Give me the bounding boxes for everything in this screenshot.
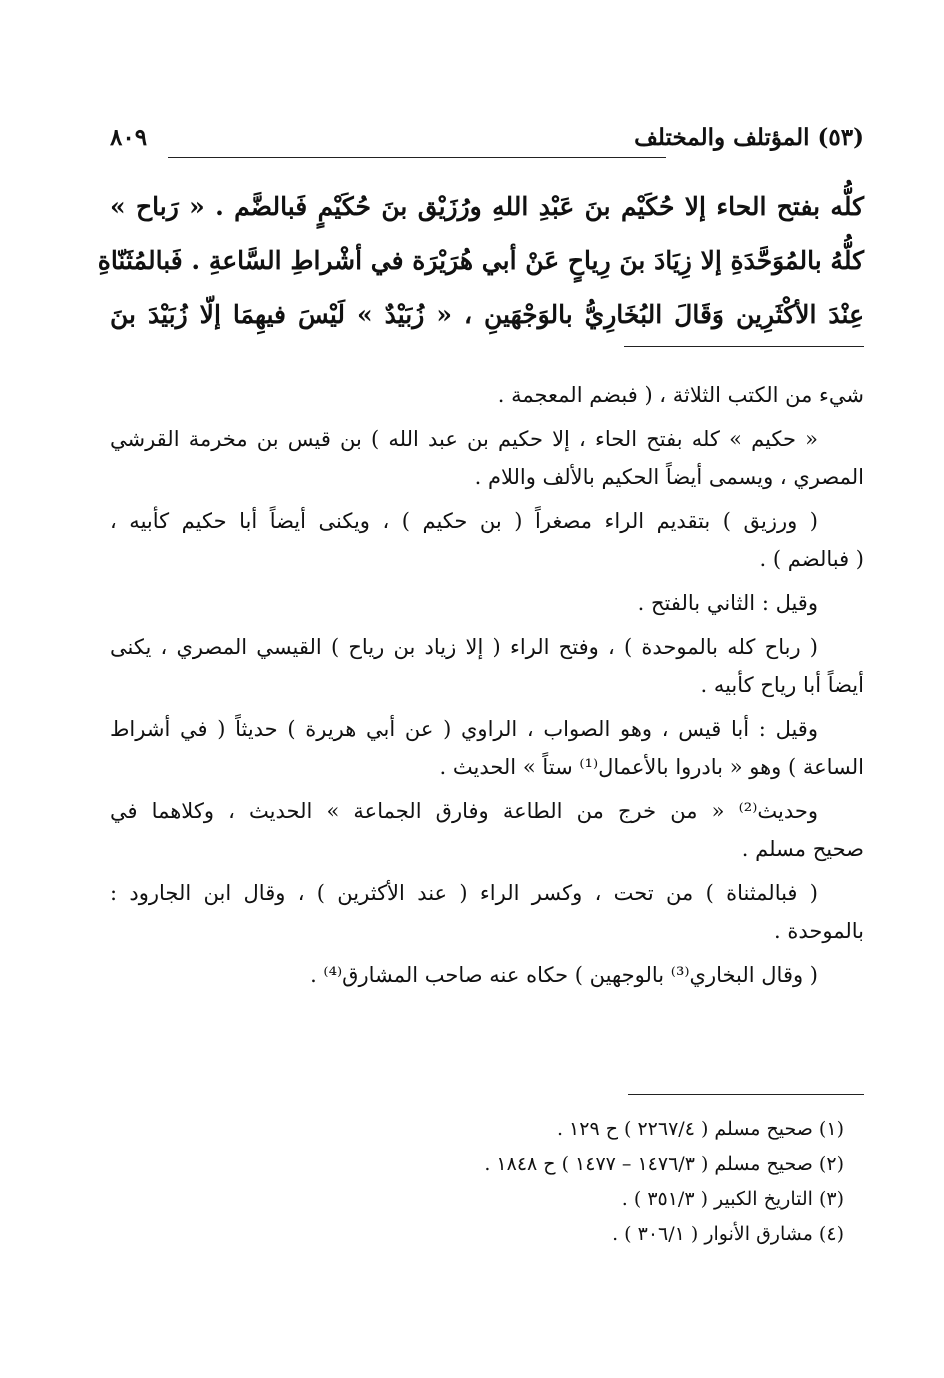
commentary-paragraph [110, 710, 864, 786]
footnote-divider [628, 1094, 864, 1095]
footnote: (٤) مشارق الأنوار ( ٣٠٦/١ ) . [612, 1223, 844, 1245]
commentary-paragraph [110, 502, 864, 578]
running-header [110, 120, 864, 154]
footnote: (١) صحيح مسلم ( ٢٢٦٧/٤ ) ح ١٢٩ . [556, 1118, 844, 1140]
main-text-line: كلُّه بفتح الحاء إلا حُكَيْم بنَ عَبْدِ اللهِ ورُزَيْق بنَ حُكَيْمٍ فَبالضَّم . « رَباح » [110, 192, 864, 221]
commentary-paragraph [110, 874, 864, 950]
commentary-line: ( رباح كله بالموحدة ) ، وفتح الراء ( إلا زياد بن رياح ) القيسي المصري ، يكنى [110, 635, 818, 659]
commentary-line: وحديث⁽²⁾ « من خرج من الطاعة وفارق الجماعة » الحديث ، وكلاهما في [110, 799, 818, 823]
commentary-paragraph [110, 792, 864, 868]
footnote: (٢) صحيح مسلم ( ١٤٧٦/٣ – ١٤٧٧ ) ح ١٨٤٨ . [484, 1153, 844, 1175]
header-rule [168, 157, 666, 158]
commentary-line: أيضاً أبا رياح كأبيه . [700, 673, 864, 697]
commentary-line: المصري ، ويسمى أيضاً الحكيم بالألف واللام . [474, 465, 864, 489]
header-title: (٥٣) المؤتلف والمختلف [634, 123, 864, 151]
commentary-paragraph [110, 584, 864, 622]
commentary-paragraph [110, 420, 864, 496]
commentary-paragraph [110, 628, 864, 704]
commentary-line: بالموحدة . [774, 919, 864, 943]
footnotes [110, 1112, 852, 1252]
commentary-line: وقيل : الثاني بالفتح . [637, 591, 818, 615]
page-number: ٨٠٩ [110, 123, 148, 151]
commentary-line: شيء من الكتب الثلاثة ، ( فبضم المعجمة . [497, 383, 864, 407]
commentary-line: صحيح مسلم . [741, 837, 864, 861]
commentary-line: الساعة ) وهو « بادروا بالأعمال⁽¹⁾ ستاً » الحديث . [439, 755, 864, 779]
section-divider [624, 346, 864, 347]
commentary-line: ( فبالضم ) . [759, 547, 864, 571]
main-text [97, 180, 864, 342]
main-text-line: عِنْدَ الأكْثَرِين وَقَالَ البُخَارِيُّ بالوَجْهَينِ ، « زُبَيْدٌ » لَيْسَ فيهِمَا إلّا زُبَيْدَ بنَ [110, 300, 864, 329]
commentary-line: ( فبالمثناة ) من تحت ، وكسر الراء ( عند الأكثرين ) ، وقال ابن الجارود : [110, 881, 818, 905]
commentary [110, 376, 864, 1000]
commentary-line: ( ورزيق ) بتقديم الراء مصغراً ( بن حكيم ) ، ويكنى أيضاً أبا حكيم كأبيه ، [110, 509, 818, 533]
commentary-line: وقيل : أبا قيس ، وهو الصواب ، الراوي ( عن أبي هريرة ) حديثاً ( في أشراط [110, 717, 818, 741]
commentary-paragraph [110, 376, 864, 414]
commentary-line: ( وقال البخاري⁽³⁾ بالوجهين ) حكاه عنه صاحب المشارق⁽⁴⁾ . [310, 963, 818, 987]
main-text-line: كلُّهُ بالمُوَحَّدَةِ إلا زِيَادَ بنَ رِياحٍ عَنْ أبي هُرَيْرَة في أشْراطِ السَّاعةِ . فَبالمُثَنّاةِ [97, 246, 864, 275]
commentary-paragraph [110, 956, 864, 994]
commentary-line: « حكيم » كله بفتح الحاء ، إلا حكيم بن عبد الله ) بن قيس بن مخرمة القرشي [110, 427, 818, 451]
footnote: (٣) التاريخ الكبير ( ٣٥١/٣ ) . [621, 1188, 844, 1210]
